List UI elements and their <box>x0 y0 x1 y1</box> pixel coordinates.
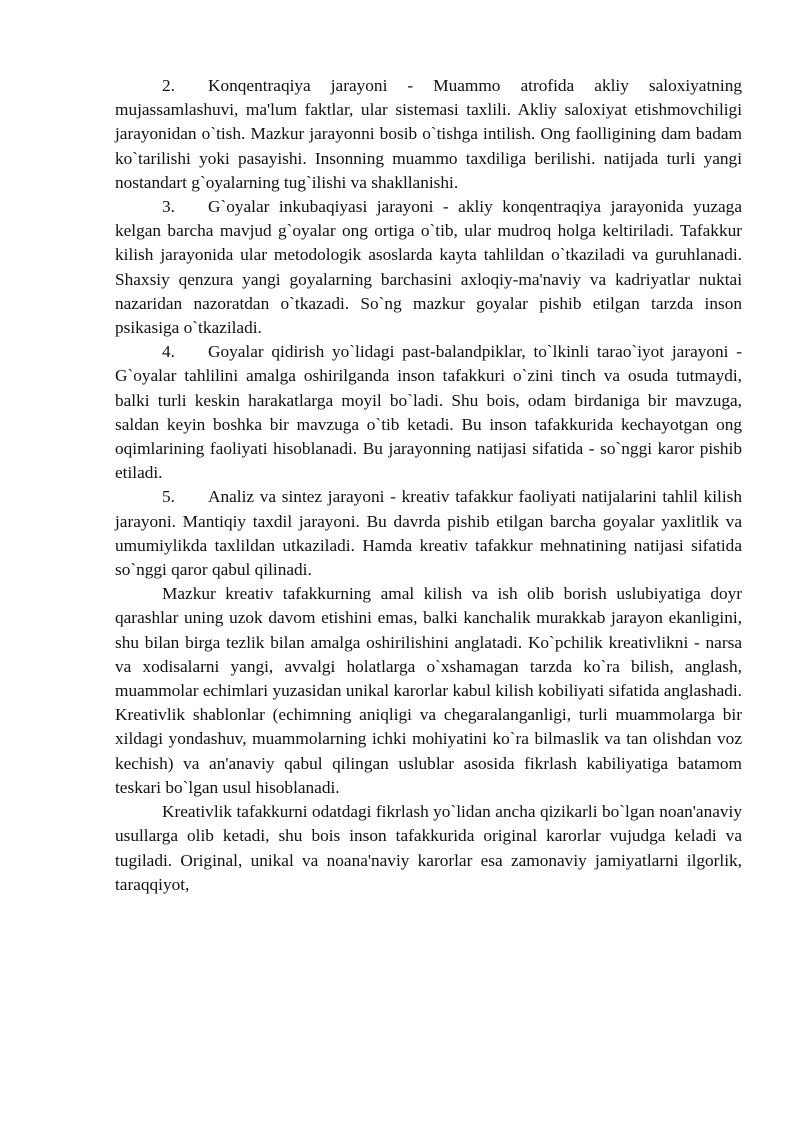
paragraph-text: Konqentraqiya jarayoni - Muammo atrofida akliy saloxiyatning mujassamlashuvi, ma'lum faktlar, ular sistemasi taxlili. Akliy saloxiyat etishmovchiligi jarayonidan o`tish. Mazkur jarayonni bosib o`tishga intilish. Ong faolligining dam badam ko`tarilishi yoki pasayishi. Insonning muammo taxdiliga berilishi. natijada turli yangi nostandart g`oyalarning tug`ilishi va shakllanishi. <box>115 76 742 192</box>
paragraph-4 <box>115 340 742 485</box>
paragraph-2 <box>115 74 742 195</box>
paragraph-text: Analiz va sintez jarayoni - kreativ tafakkur faoliyati natijalarini tahlil kilish jarayoni. Mantiqiy taxdil jarayoni. Bu davrda pishib etilgan barcha goyalar yaxlitlik va umumiylikda taxlildan utkaziladi. Hamda kreativ tafakkur mehnatining natijasi sifatida so`nggi qaror qabul qilinadi. <box>115 487 742 580</box>
paragraph-kreativlik: Kreativlik tafakkurni odatdagi fikrlash yo`lidan ancha qizikarli bo`lgan noan'anaviy usullarga olib ketadi, shu bois inson tafakkurida original karorlar vujudga keladi va tugiladi. Original, unikal va noana'naviy karorlar esa zamonaviy jamiyatlarni ilgorlik, taraqqiyot, <box>115 802 742 894</box>
paragraph-number: 3. <box>162 197 175 217</box>
paragraph-number: 4. <box>162 342 175 362</box>
paragraph-number: 5. <box>162 487 175 507</box>
paragraph-text: G`oyalar inkubaqiyasi jarayoni - akliy konqentraqiya jarayonida yuzaga kelgan barcha mavjud g`oyalar ong ortiga o`tib, ular mudroq holga keltiriladi. Tafakkur kilish jarayonida ular metodologik asoslarda kayta tahlildan o`tkaziladi va guruhlanadi. Shaxsiy qenzura yangi goyalarning barchasini axloqiy-ma'naviy va kadriyatlar nuktai nazaridan nazoratdan o`tkazadi. So`ng mazkur goyalar pishib etilgan tarzda inson psikasiga o`tkaziladi. <box>115 197 742 338</box>
paragraph-3 <box>115 195 742 340</box>
document-page <box>115 74 742 897</box>
paragraph-kreativ-tafakkur: Mazkur kreativ tafakkurning amal kilish va ish olib borish uslubiyatiga doyr qarashlar uning uzok davom etishini emas, balki kanchalik murakkab jarayon ekanligini, shu bilan birga tezlik bilan amalga oshirilishini anglatadi. Ko`pchilik kreativlikni - narsa va xodisalarni yangi, avvalgi holatlarga o`xshamagan tarzda ko`ra bilish, anglash, muammolar echimlari yuzasidan unikal karorlar kabul kilish kobiliyati sifatida anglashadi. Kreativlik shablonlar (echimning aniqligi va chegaralanganligi, turli muammolarga bir xildagi yondashuv, muammolarning ichki mohiyatini ko`ra bilmaslik va tan olishdan voz kechish) va an'anaviy qabul qilingan uslublar asosida fikrlash kabiliyatiga batamom teskari bo`lgan usul hisoblanadi. <box>115 584 742 797</box>
paragraph-text: Goyalar qidirish yo`lidagi past-balandpiklar, to`lkinli tarao`iyot jarayoni - G`oyalar tahlilini amalga oshirilganda inson tafakkuri o`zini tinch va osuda tutmaydi, balki turli keskin harakatlarga moyil bo`ladi. Shu bois, odam birdaniga bir mavzuga, saldan keyin boshka bir mavzuga o`tib ketadi. Bu inson tafakkurida kechayotgan ong oqimlarining faoliyati hisoblanadi. Bu jarayonning natijasi sifatida - so`nggi karor pishib etiladi. <box>115 342 742 483</box>
paragraph-number: 2. <box>162 76 175 95</box>
paragraph-5 <box>115 485 742 582</box>
